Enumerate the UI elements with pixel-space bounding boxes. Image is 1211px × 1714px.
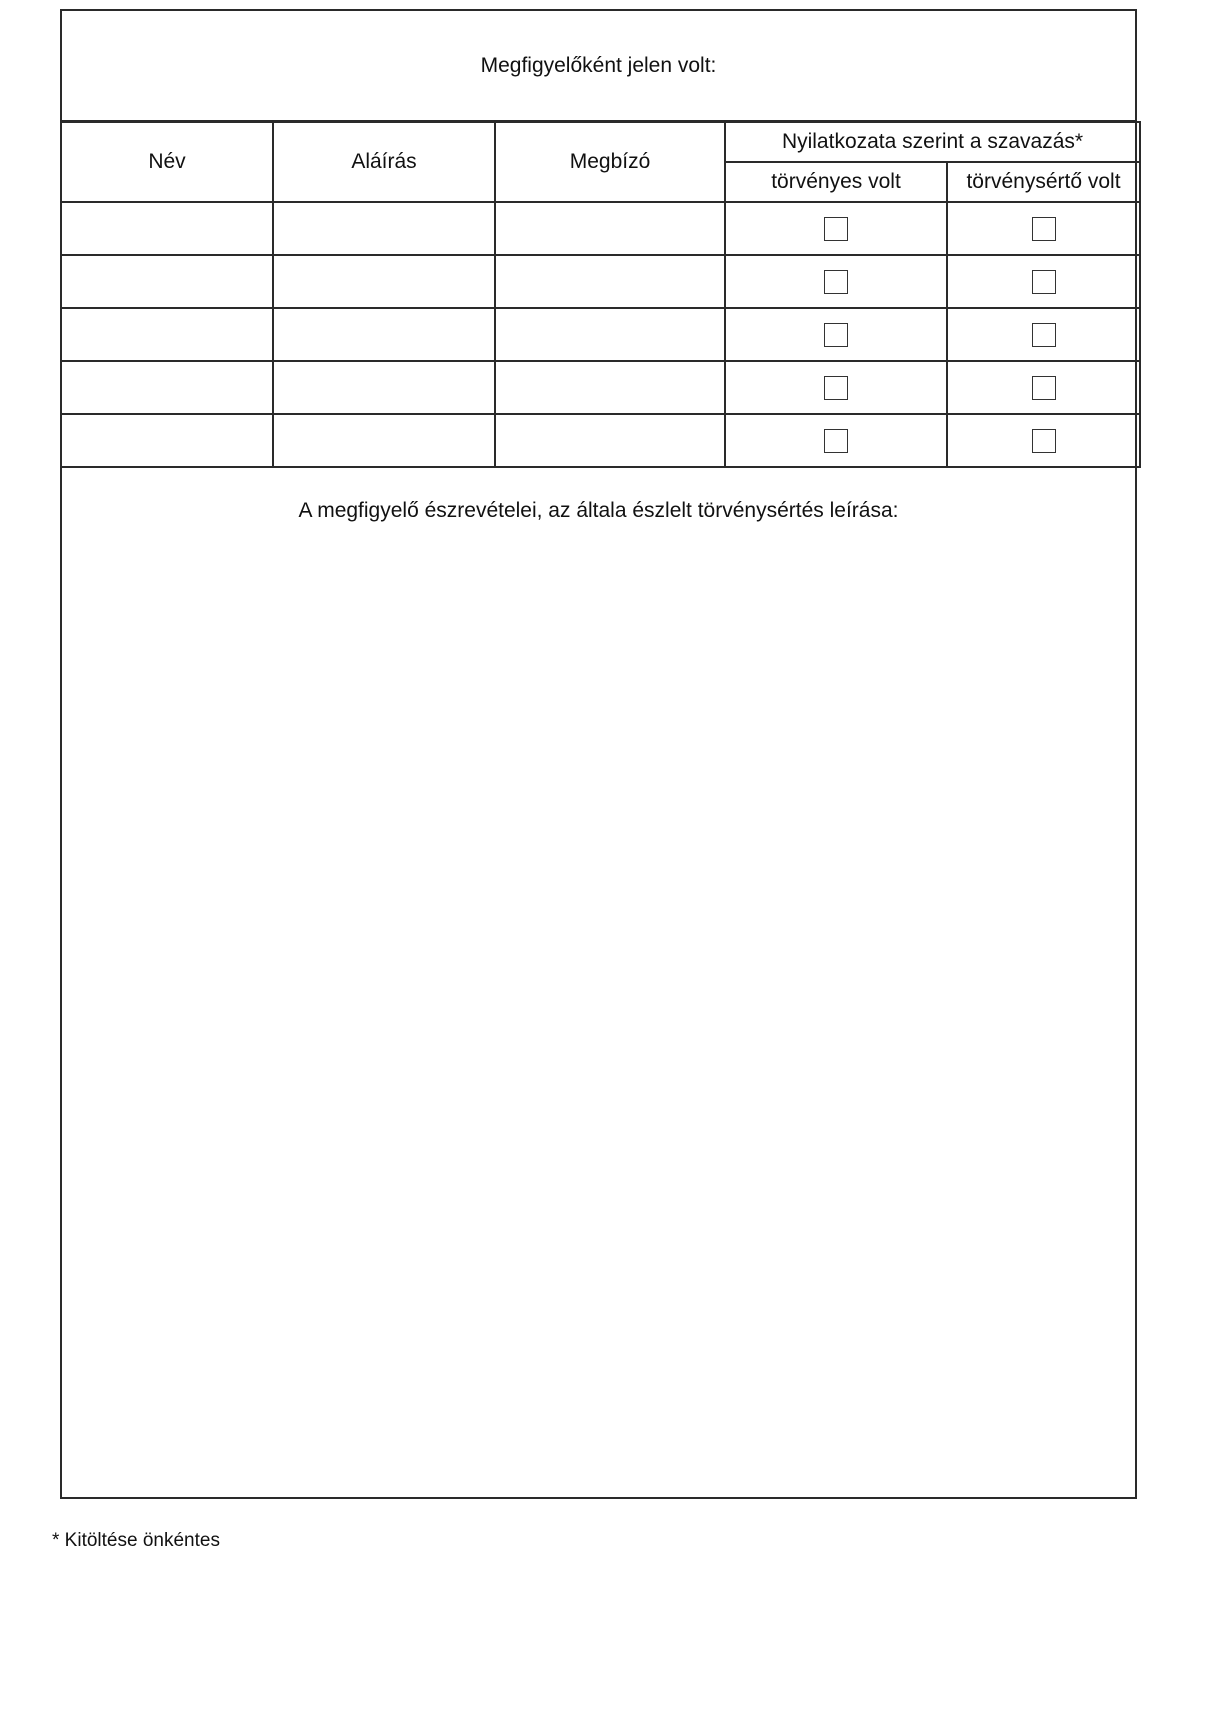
name-cell[interactable]	[61, 308, 273, 361]
column-header-lawful: törvényes volt	[725, 162, 947, 202]
name-cell[interactable]	[61, 414, 273, 467]
unlawful-checkbox[interactable]	[1032, 376, 1056, 400]
column-header-declaration: Nyilatkozata szerint a szavazás*	[725, 122, 1140, 162]
notes-section-title: A megfigyelő észrevételei, az általa észlelt törvénysértés leírása:	[298, 499, 899, 522]
lawful-checkbox[interactable]	[824, 270, 848, 294]
signature-cell[interactable]	[273, 255, 495, 308]
table-row	[61, 202, 1140, 255]
unlawful-checkbox[interactable]	[1032, 429, 1056, 453]
observer-section-title	[62, 11, 1135, 122]
signature-cell[interactable]	[273, 414, 495, 467]
unlawful-cell	[947, 202, 1140, 255]
column-header-signature: Aláírás	[273, 122, 495, 202]
lawful-checkbox[interactable]	[824, 323, 848, 347]
principal-cell[interactable]	[495, 361, 725, 414]
table-row	[61, 414, 1140, 467]
signature-cell[interactable]	[273, 202, 495, 255]
column-header-unlawful: törvénysértő volt	[947, 162, 1140, 202]
table-row	[61, 255, 1140, 308]
observer-table	[60, 121, 1141, 468]
principal-cell[interactable]	[495, 255, 725, 308]
column-header-principal: Megbízó	[495, 122, 725, 202]
lawful-checkbox[interactable]	[824, 376, 848, 400]
lawful-cell	[725, 414, 947, 467]
name-cell[interactable]	[61, 255, 273, 308]
name-cell[interactable]	[61, 202, 273, 255]
principal-cell[interactable]	[495, 414, 725, 467]
name-cell[interactable]	[61, 361, 273, 414]
table-row	[61, 308, 1140, 361]
lawful-checkbox[interactable]	[824, 217, 848, 241]
lawful-cell	[725, 202, 947, 255]
unlawful-cell	[947, 414, 1140, 467]
unlawful-cell	[947, 361, 1140, 414]
lawful-checkbox[interactable]	[824, 429, 848, 453]
lawful-cell	[725, 308, 947, 361]
observer-title-text: Megfigyelőként jelen volt:	[480, 53, 717, 77]
footnote: * Kitöltése önkéntes	[52, 1530, 220, 1551]
unlawful-checkbox[interactable]	[1032, 217, 1056, 241]
observer-form	[60, 9, 1137, 1499]
table-row	[61, 361, 1140, 414]
lawful-cell	[725, 255, 947, 308]
principal-cell[interactable]	[495, 202, 725, 255]
lawful-cell	[725, 361, 947, 414]
unlawful-checkbox[interactable]	[1032, 323, 1056, 347]
column-header-name: Név	[61, 122, 273, 202]
unlawful-cell	[947, 255, 1140, 308]
signature-cell[interactable]	[273, 361, 495, 414]
principal-cell[interactable]	[495, 308, 725, 361]
unlawful-cell	[947, 308, 1140, 361]
signature-cell[interactable]	[273, 308, 495, 361]
unlawful-checkbox[interactable]	[1032, 270, 1056, 294]
